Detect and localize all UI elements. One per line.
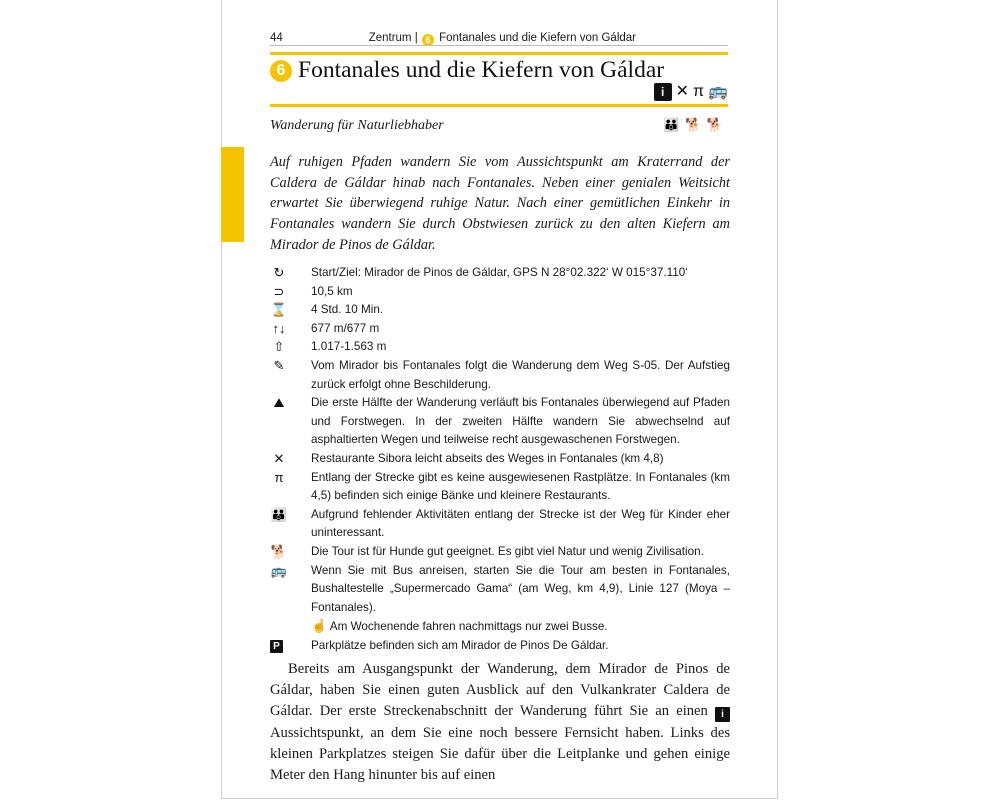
chapter-number-badge: 6 xyxy=(422,34,434,46)
fact-distance xyxy=(270,283,730,302)
fact-dogs xyxy=(270,543,730,562)
hand-pointer-icon: ☝ xyxy=(311,618,328,634)
viewpoint-icon: i xyxy=(654,83,672,101)
fact-text: 677 m/677 m xyxy=(311,321,380,335)
chapter-title-text: Fontanales und die Kiefern von Gáldar xyxy=(298,57,665,83)
dog-icon: 🐕 xyxy=(270,543,288,559)
tour-facts-list xyxy=(270,264,730,655)
loop-icon: ↻ xyxy=(273,265,285,280)
fact-rest-areas xyxy=(270,469,730,506)
altitude-arrow-icon: ⇧ xyxy=(273,339,285,355)
fact-waymarking xyxy=(270,357,730,394)
fact-altitude-range xyxy=(270,338,730,357)
fact-text: Die Tour ist für Hunde gut geeignet. Es gibt viel Natur und wenig Zivilisation. xyxy=(311,544,704,558)
fact-text: 1.017-1.563 m xyxy=(311,340,387,354)
fact-bus xyxy=(270,562,730,637)
body-text-part1: Bereits am Ausgangspunkt der Wanderung, dem Mirador de Pinos de Gáldar, haben Sie einen guten Ausblick auf den Vulkankrater Caldera de Gáldar. Der erste Streckenabschnitt der Wanderung führt Sie an einen xyxy=(270,661,730,720)
restaurant-icon: ✕ xyxy=(273,450,285,466)
fact-elevation-gain xyxy=(270,320,730,339)
title-rule-top xyxy=(270,52,728,55)
hiking-boot-icon: ⛰ xyxy=(273,395,285,411)
bus-icon: 🚌 xyxy=(708,83,728,100)
chapter-title-badge: 6 xyxy=(270,60,292,82)
fact-terrain xyxy=(270,394,730,450)
picnic-table-icon: π xyxy=(693,83,705,100)
body-paragraph xyxy=(270,659,730,786)
running-head xyxy=(270,31,728,45)
pencil-icon: ✎ xyxy=(273,357,285,373)
fact-text: Wenn Sie mit Bus anreisen, starten Sie die Tour am besten in Fontanales, Bushaltestelle „Supermercado Gama“ (am Weg, km 4,9), Linie 127 (Moya – Fontanales). xyxy=(311,563,730,614)
running-head-section: Zentrum | xyxy=(368,32,418,44)
fact-text: Restaurante Sibora leicht abseits des Weges in Fontanales (km 4,8) xyxy=(311,451,664,465)
chapter-title xyxy=(270,56,664,84)
fact-children xyxy=(270,506,730,543)
family-icon: 👪 xyxy=(270,506,288,522)
fact-start-goal xyxy=(270,264,730,283)
fact-text: Vom Mirador bis Fontanales folgt die Wanderung dem Weg S-05. Der Aufstieg zurück erfolgt ohne Beschilderung. xyxy=(311,358,730,391)
fact-text: Entlang der Strecke gibt es keine ausgewiesenen Rastplätze. In Fontanales (km 4,5) befinden sich einige Bänke und kleinere Restaurants. xyxy=(311,470,730,503)
hourglass-icon: ⌛ xyxy=(270,302,288,318)
fact-food xyxy=(270,450,730,469)
tour-subtitle: Wanderung für Naturliebhaber xyxy=(270,118,444,133)
fact-text: Die erste Hälfte der Wanderung verläuft bis Fontanales überwiegend auf Pfaden und Forstwegen. In der zweiten Hälfte wandern Sie abwechselnd auf asphaltierten Wegen und teilweise recht ausgewaschenen Forstwegen. xyxy=(311,396,730,447)
up-down-arrows-icon: ↑↓ xyxy=(272,320,286,336)
fact-text: Start/Ziel: Mirador de Pinos de Gáldar, GPS N 28°02.322‘ W 015°37.110‘ xyxy=(311,266,688,279)
running-head-title: Fontanales und die Kiefern von Gáldar xyxy=(439,32,636,44)
fact-text: Parkplätze befinden sich am Mirador de Pinos De Gáldar. xyxy=(311,638,609,652)
body-text-part2: Aussichtspunkt, an dem Sie eine noch bessere Fernsicht haben. Links des kleinen Parkplatzes steigen Sie dafür über die Leitplanke und gehen einige Meter den Hang hinunter bis auf einen xyxy=(270,724,730,784)
picnic-table-icon: π xyxy=(274,469,284,485)
fact-text: 4 Std. 10 Min. xyxy=(311,303,384,317)
parking-icon: P xyxy=(270,640,283,653)
fact-parking xyxy=(270,637,730,656)
title-icon-row xyxy=(654,82,728,102)
viewpoint-icon: i xyxy=(715,707,730,722)
title-rule-bottom xyxy=(270,104,728,107)
bus-icon: 🚌 xyxy=(270,562,288,578)
intro-paragraph: Auf ruhigen Pfaden wandern Sie vom Aussichtspunkt am Kraterrand der Caldera de Gáldar hinab nach Fontanales. Neben einer genialen Weitsicht erwartet Sie überwiegend ruhige Natur. Nach einer gemütlichen Einkehr in Fontanales wandern Sie durch Obstwiesen zurück zu den alten Kiefern am Mirador de Pinos de Gáldar. xyxy=(270,154,730,253)
fact-text: 10,5 km xyxy=(311,284,353,298)
section-tab-marker xyxy=(221,147,244,242)
fact-note: Am Wochenende fahren nachmittags nur zwei Busse. xyxy=(329,620,608,634)
distance-icon: ⊃ xyxy=(273,283,285,299)
page-number: 44 xyxy=(270,32,283,44)
fact-duration xyxy=(270,301,730,320)
running-head-chapter xyxy=(369,31,636,46)
restaurant-icon: ✕ xyxy=(675,83,690,100)
fact-text: Aufgrund fehlender Aktivitäten entlang der Strecke ist der Weg für Kinder eher uninteressant. xyxy=(311,507,730,540)
running-head-rule xyxy=(270,45,728,46)
family-dog-icons: 👪 🐕 🐕 xyxy=(663,117,724,132)
